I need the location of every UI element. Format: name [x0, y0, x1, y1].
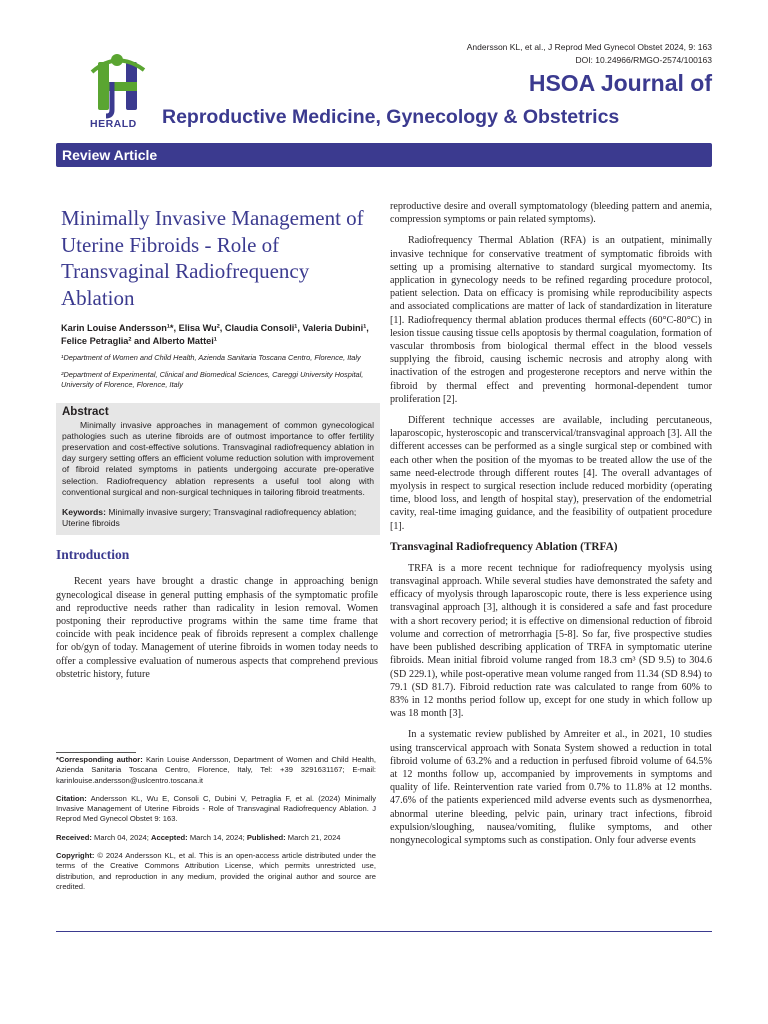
- article-type-label: Review Article: [62, 147, 158, 163]
- citation-text: Andersson KL, Wu E, Consoli C, Dubini V, Petraglia F, et al. (2024) Minimally Invasive Management of Uterine Fibroids - Role of Transvaginal Radiofrequency Ablation. J Reprod Med Gynecol Obstet 9: 163.: [56, 793, 376, 824]
- copyright-text: © 2024 Andersson KL, et al. This is an open-access article distributed under the terms of the Creative Commons Attribution License, which permits unrestricted use, distribution, and reproduction in any medium, provided the original author and source are credited.: [56, 851, 376, 891]
- doi-line: DOI: 10.24966/RMGO-2574/100163: [575, 55, 712, 65]
- paragraph-review: In a systematic review published by Amreiter et al., in 2021, 10 studies using transcervical approach with Sonata System showed a reduction in total fibroid volume of 63.2% and a reduction in perfused fibroid volume of 64.5% at 12 months follow up, accompanied by improvements in symptoms and quality of life. Reintervention rate varied from 0.7% to 11.8% at 12 months. 47.6% of the patients experienced mild adverse events such as dysmenorrhea, abnormal uterine bleeding, pelvic pain, urinary tract infections, fibroid expulsion/sloughing, nausea/vomiting, flulike symptoms, and other nongynecological symptoms such as constipation. Only four adverse events: [390, 729, 712, 846]
- right-column: [390, 200, 712, 855]
- introduction-heading: Introduction: [56, 547, 130, 563]
- introduction-text: Recent years have brought a drastic change in approaching benign gynecological disease in general putting emphasis of the symptomatic profile and reproductive needs rather than radicality in lesion removal. Women postponing their reproductive programs within the same time frame that coincide with peak incidence peak of fibroids represent a complex challenge for ob/gyn of today. Management of uterine fibroids in women today needs to offer a complessive evaluation of numerous aspects that comprehend previous obstetric history, future: [56, 576, 378, 680]
- trfa-heading: Transvaginal Radiofrequency Ablation (TRFA): [390, 540, 618, 553]
- citation-label: Citation:: [56, 793, 87, 803]
- keywords-label: Keywords:: [62, 506, 106, 517]
- citation-note: [56, 794, 376, 825]
- citation-line: Andersson KL, et al., J Reprod Med Gynecol Obstet 2024, 9: 163: [466, 42, 712, 52]
- abstract-box: [56, 403, 380, 536]
- affiliation-1: ¹Department of Women and Child Health, Azienda Sanitaria Toscana Centro, Florence, Italy: [61, 353, 361, 362]
- abstract-heading: Abstract: [62, 405, 109, 418]
- dates-note: [56, 833, 376, 843]
- paragraph-trfa: TRFA is a more recent technique for radiofrequency myolysis using transvaginal approach. While several studies have demonstrated the safety and efficacy of myolysis through laparoscopic route, there is less experience using transvaginal approach [3], although it is considered a safe and fast procedure with a short recovery period; it is effective on dimensional reduction of fibroid volume and correction of metrorrhagia [5-8]. So far, five prospective studies have been published describing application of TRFA in symptomatic uterine fibroids. Mean initial fibroid volume ranged from 18.3 cm³ (SD 9.5) to 304.6 (SD 229.1), while post-operative mean volume ranged from 11.34 (SD 8.94) to 79.1 (SD 81.7). Fibroid reduction rate was calculated to range from 60% to 83% in 12 months period follow up, except for one study in which follow up was 18 month [3].: [390, 562, 712, 720]
- paragraph-accesses: Different technique accesses are available, including percutaneous, laparoscopic, hysteroscopic and transcervical/transvaginal approach [3]. All the different accesses can be performed as a single surgical step or combined with each other when the position of the myomas to be treated allow the use of the same need-electrode through different routes [4]. The overall advantages of myolysis in respect to surgical resection include reduced morbidity (operating time, blood loss, and length of hospital stay), preservation of the endometrial cavity, real-time imaging guidance, and the feasibility of outpatient procedure [1].: [390, 415, 712, 532]
- copyright-label: Copyright:: [56, 851, 95, 861]
- article-type-bar: [56, 143, 712, 167]
- received-date: March 04, 2024;: [91, 832, 151, 842]
- corresponding-text: Karin Louise Andersson, Department of Women and Child Health, Azienda Sanitaria Toscana Centro, Florence, Italy, Tel: +39 3291631167; E-mail: karinlouise.andersson@uslcentro.toscana.it: [56, 755, 377, 785]
- paragraph-continuation: reproductive desire and overall symptomatology (bleeding pattern and anemia, compression symptoms or pain related symptoms).: [390, 201, 712, 226]
- left-column: [56, 205, 378, 681]
- received-label: Received:: [56, 832, 92, 842]
- accepted-date: March 14, 2024;: [187, 832, 247, 842]
- affiliation-2: ²Department of Experimental, Clinical and Biomedical Sciences, Careggi University Hospital, University of Florence, Florence, Italy: [61, 369, 364, 389]
- logo-text: HERALD: [90, 118, 137, 130]
- keywords-text: Minimally invasive surgery; Transvaginal radiofrequency ablation; Uterine fibroids: [62, 506, 357, 529]
- abstract-text: Minimally invasive approaches in management of common gynecological pathologies such as uterine fibroids are of outmost importance to offer fertility preservation and cost-effective solutions. Transvaginal radiofrequency ablation in day surgery setting offers an efficient volume reduction solution with improvement of fibroid related symptoms in patients undergoing accurate pre-operative selection. Radiofrequency ablation represents a useful tool along with conventional surgical and non-surgical techniques in tailoring fibroid treatments.: [62, 419, 374, 497]
- footnotes: [56, 755, 376, 900]
- corresponding-author: [56, 755, 376, 786]
- footnote-divider: [56, 752, 136, 753]
- keywords: [62, 507, 374, 529]
- page-bottom-divider: [56, 931, 712, 932]
- citation-header: [467, 41, 712, 67]
- corresponding-label: *Corresponding author:: [56, 755, 143, 764]
- published-date: March 21, 2024: [285, 832, 341, 842]
- accepted-label: Accepted:: [151, 832, 188, 842]
- journal-subtitle: Reproductive Medicine, Gynecology & Obstetrics: [162, 106, 620, 128]
- journal-title: HSOA Journal of: [528, 70, 712, 96]
- published-label: Published:: [246, 832, 286, 842]
- article-title: Minimally Invasive Management of Uterine Fibroids - Role of Transvaginal Radiofrequency Ablation: [61, 206, 364, 310]
- paragraph-rfa: Radiofrequency Thermal Ablation (RFA) is an outpatient, minimally invasive technique for conservative treatment of symptomatic fibroids with setting up a promising alternative to standard surgical myomectomy. Its application in gynecology needs to be refined regarding procedure protocol, patient selection. Data on efficacy is promising while reproducibility aspects and associated complications are matter of lack of standardization in literature [1]. Radiofrequency thermal ablation produces thermal effects (60°C-80°C) in lesion tissue causing tissue cells apoptosis by thermal coagulation, formation of vascular thrombosis from biological thermal effect in the blood vessels supplying the fibroid, causing ischemic necrosis and atrophy along with inactivation of the estrogen and progesterone receptors and nerve within the fibroid by thermal effect and preventing hormonal-dependent tumor proliferation [2].: [390, 235, 712, 405]
- herald-logo: [86, 52, 152, 132]
- copyright-note: [56, 851, 376, 892]
- author-list: Karin Louise Andersson¹*, Elisa Wu², Claudia Consoli¹, Valeria Dubini¹, Felice Petraglia² and Alberto Mattei¹: [61, 323, 369, 346]
